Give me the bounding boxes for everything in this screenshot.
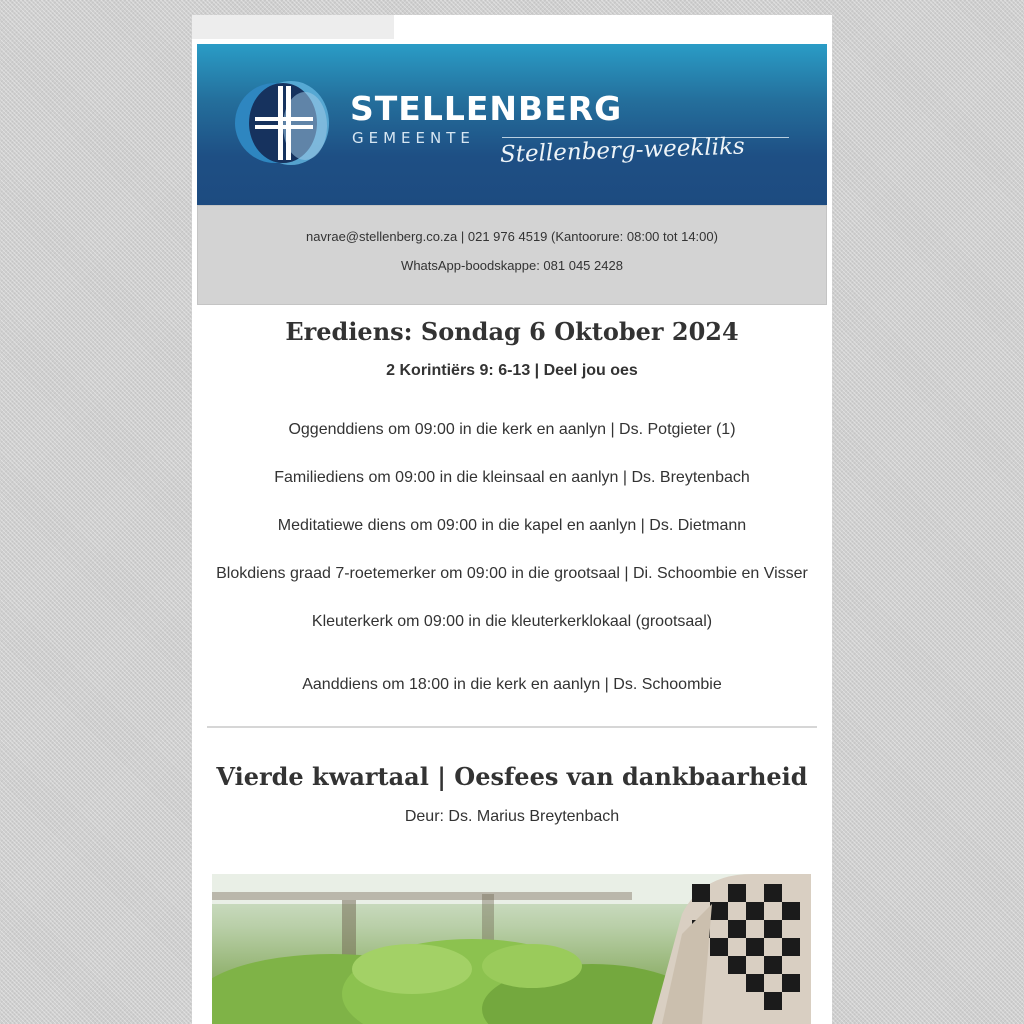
brand-subtitle: GEMEENTE [352,129,475,147]
photo-illustration [212,874,811,1024]
contact-box [197,205,827,305]
article-title: Vierde kwartaal | Oesfees van dankbaarheid [216,762,808,791]
service-item: Aanddiens om 18:00 in die kerk en aanlyn | Ds. Schoombie [302,676,722,693]
service-item: Familiediens om 09:00 in die kleinsaal en aanlyn | Ds. Breytenbach [274,469,750,486]
top-tab [192,15,394,39]
service-item: Kleuterkerk om 09:00 in die kleuterkerklokaal (grootsaal) [311,613,713,630]
contact-whatsapp[interactable]: WhatsApp-boodskappe: 081 045 2428 [401,258,623,273]
service-title: Erediens: Sondag 6 Oktober 2024 [285,317,739,346]
section-divider [207,726,817,728]
service-item: Meditatiewe diens om 09:00 in die kapel en aanlyn | Ds. Dietmann [277,517,747,534]
article-author: Deur: Ds. Marius Breytenbach [404,808,620,825]
cross-logo-icon [235,78,331,168]
newsletter-tagline: Stellenberg-weekliks [499,133,746,168]
contact-email-phone[interactable]: navrae@stellenberg.co.za | 021 976 4519 (Kantoorure: 08:00 tot 14:00) [306,229,718,244]
header-banner [197,44,827,205]
scripture-reading: 2 Korintiërs 9: 6-13 | Deel jou oes [386,362,638,379]
harvest-photo [212,874,811,1024]
service-item: Blokdiens graad 7-roetemerker om 09:00 in die grootsaal | Di. Schoombie en Visser [216,565,808,582]
brand-name: STELLENBERG [350,89,623,128]
newsletter [192,15,832,1024]
service-item: Oggenddiens om 09:00 in die kerk en aanlyn | Ds. Potgieter (1) [288,421,736,438]
